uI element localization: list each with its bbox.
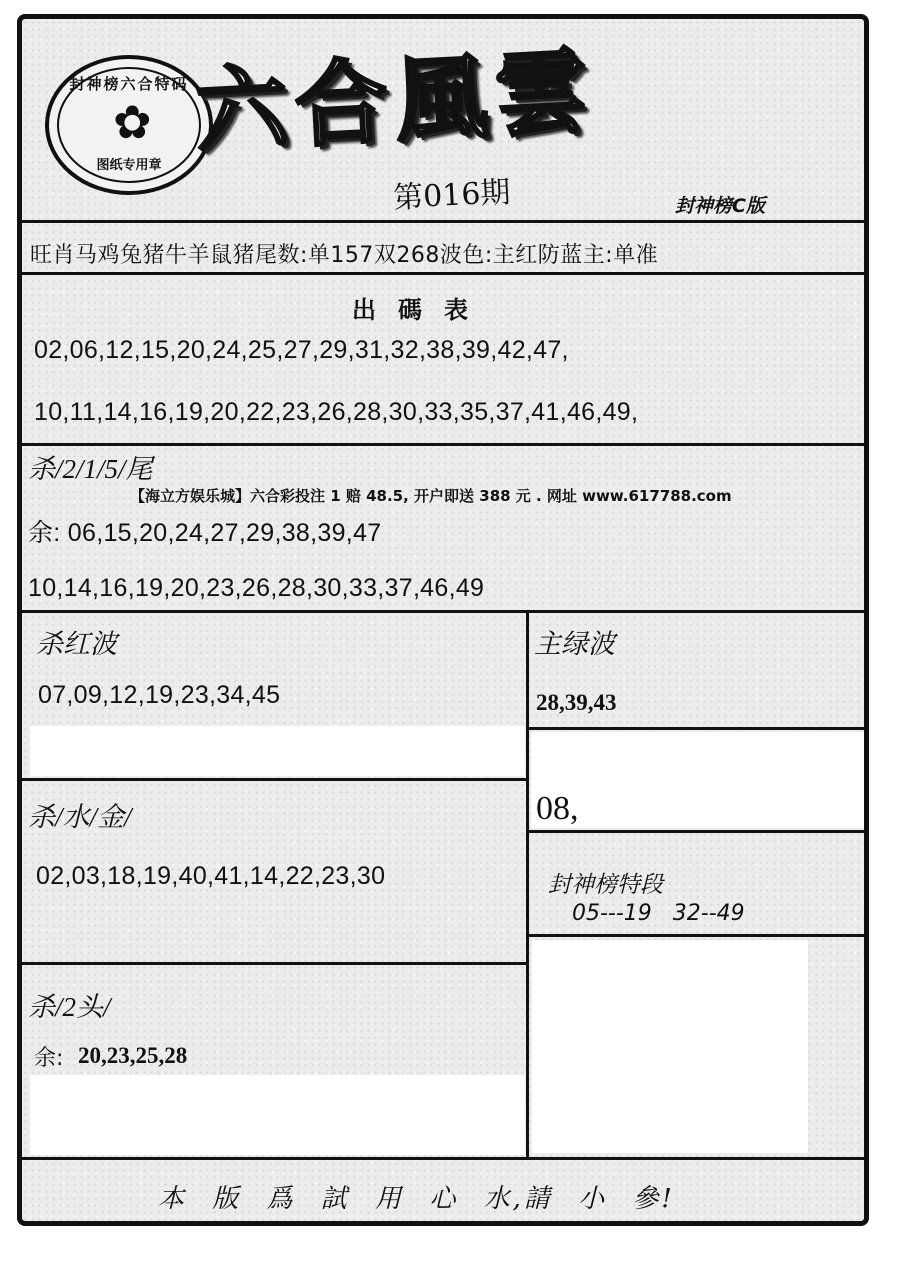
divider-kill-tail xyxy=(22,610,867,613)
kill-element-label: 杀/水/金/ xyxy=(28,802,132,832)
bauhinia-flower-icon: ✿ xyxy=(113,95,152,149)
divider-right-2 xyxy=(528,830,867,833)
kill-tail-remaining-1: 余: 06,15,20,24,27,29,38,39,47 xyxy=(28,519,382,547)
kill-head-label: 杀/2头/ xyxy=(28,992,111,1022)
page-title: 六合風雲 xyxy=(192,36,598,166)
kill-red-wave-values: 07,09,12,19,23,34,45 xyxy=(38,681,281,709)
white-patch xyxy=(30,726,525,776)
kill-head-values: 20,23,25,28 xyxy=(78,1043,188,1068)
divider-code-table xyxy=(22,443,867,446)
seal-top-text: 封神榜六合特码 xyxy=(69,75,189,93)
prediction-summary: 旺肖马鸡兔猪牛羊鼠猪尾数:单157双268波色:主红防蓝主:单准 xyxy=(30,243,659,268)
single-number-value: 08, xyxy=(536,790,579,827)
divider-column xyxy=(526,612,529,1158)
kill-tail-remaining-2: 10,14,16,19,20,23,26,28,30,33,37,46,49 xyxy=(28,574,485,602)
special-range-values: 05---19 32--49 xyxy=(572,901,745,926)
code-table-heading: 出碼表 xyxy=(352,295,490,324)
kill-head-prefix: 余: xyxy=(34,1046,64,1071)
kill-element-values: 02,03,18,19,40,41,14,22,23,30 xyxy=(36,862,386,890)
white-patch xyxy=(30,1075,525,1155)
seal-bottom-text: 图纸专用章 xyxy=(96,158,162,173)
seal-stamp xyxy=(45,55,213,195)
white-patch xyxy=(532,940,808,1153)
divider-left-1 xyxy=(22,778,528,781)
kill-red-wave-label: 杀红波 xyxy=(36,629,117,659)
divider-header xyxy=(22,220,867,223)
divider-left-2 xyxy=(22,962,528,965)
advertisement-banner: 【海立方娱乐城】六合彩投注 1 赔 48.5, 开户即送 388 元 . 网址 www.617788.com xyxy=(130,487,732,505)
code-table-line-1: 02,06,12,15,20,24,25,27,29,31,32,38,39,42,47, xyxy=(34,336,569,364)
divider-right-3 xyxy=(528,934,867,937)
main-green-wave-label: 主绿波 xyxy=(534,629,615,659)
divider-footer xyxy=(22,1157,867,1160)
footer-note: 本 版 爲 試 用 心 水,請 小 參! xyxy=(158,1184,675,1214)
edition-label: 封神榜C版 xyxy=(675,195,765,217)
main-green-wave-values: 28,39,43 xyxy=(536,690,617,715)
kill-tail-label: 杀/2/1/5/尾 xyxy=(28,454,153,484)
divider-info xyxy=(22,272,867,275)
white-patch xyxy=(531,732,864,828)
special-range-label: 封神榜特段 xyxy=(548,872,663,898)
divider-right-1 xyxy=(528,727,867,730)
issue-number: 第016期 xyxy=(392,174,512,217)
code-table-line-2: 10,11,14,16,19,20,22,23,26,28,30,33,35,37,41,46,49, xyxy=(34,398,639,426)
